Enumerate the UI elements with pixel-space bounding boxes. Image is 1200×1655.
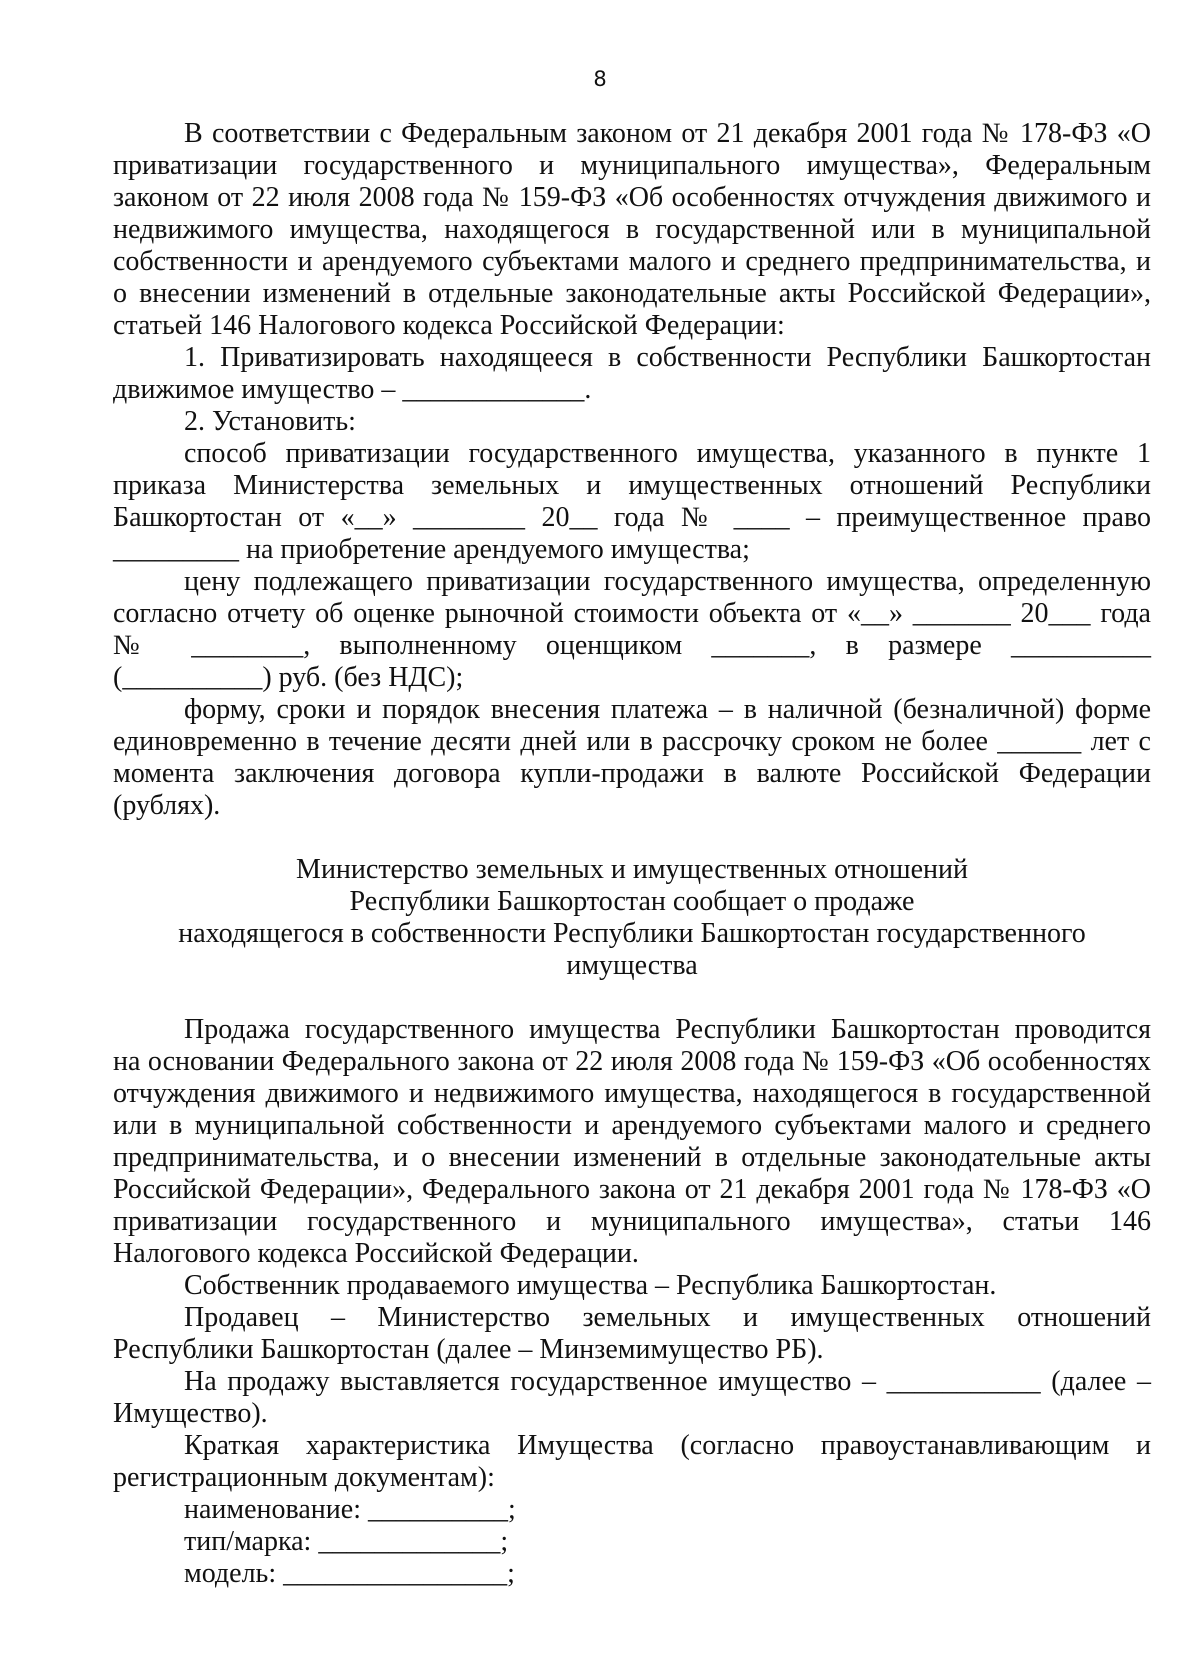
paragraph-privatization-method (113, 438, 1151, 566)
field-type-brand: тип/марка: _____________; (184, 1526, 509, 1557)
line: недвижимого имущества, находящегося в государственной или в муниципальной (113, 214, 1151, 245)
line: способ приватизации государственного имущества, указанного в пункте 1 (184, 438, 1151, 469)
paragraph-item-1 (113, 342, 1151, 406)
paragraph-characteristics (113, 1430, 1151, 1494)
paragraph-price (113, 566, 1151, 694)
paragraph-legal-basis (113, 118, 1151, 342)
line: или в муниципальной собственности и арендуемого субъектами малого и среднего (113, 1110, 1151, 1141)
characteristics-fields (113, 1494, 1151, 1590)
line: Башкортостан от «__» ________ 20__ года № ____ – преимущественное право (113, 502, 1151, 533)
line: форму, сроки и порядок внесения платежа – в наличной (безналичной) форме (184, 694, 1151, 725)
line: законом от 22 июля 2008 года № 159-ФЗ «Об особенностях отчуждения движимого и (113, 182, 1151, 213)
page-number: 8 (593, 67, 607, 91)
announcement-title (113, 854, 1151, 982)
line: приказа Министерства земельных и имущественных отношений Республики (113, 470, 1151, 501)
paragraph-for-sale (113, 1366, 1151, 1430)
line: согласно отчету об оценке рыночной стоимости объекта от «__» _______ 20___ года (113, 598, 1151, 629)
field-name: наименование: __________; (184, 1494, 516, 1525)
line: собственности и арендуемого субъектами малого и среднего предпринимательства, и (113, 246, 1151, 277)
field-model: модель: ________________; (184, 1558, 515, 1589)
line: на основании Федерального закона от 22 июля 2008 года № 159-ФЗ «Об особенностях (113, 1046, 1151, 1077)
line: Республики Башкортостан (далее – Минземимущество РБ). (113, 1334, 824, 1365)
title-line: Республики Башкортостан сообщает о продаже (349, 886, 915, 917)
document-body (113, 118, 1151, 1590)
line: о внесении изменений в отдельные законодательные акты Российской Федерации», (113, 278, 1151, 309)
title-line: находящегося в собственности Республики Башкортостан государственного (178, 918, 1086, 949)
line: _________ на приобретение арендуемого имущества; (113, 534, 750, 565)
line: отчуждения движимого и недвижимого имущества, находящегося в государственной (113, 1078, 1151, 1109)
line: В соответствии с Федеральным законом от 21 декабря 2001 года № 178-ФЗ «О (184, 118, 1151, 149)
line: предпринимательства, и о внесении изменений в отдельные законодательные акты (113, 1142, 1151, 1173)
line: движимое имущество – _____________. (113, 374, 592, 405)
line: (рублях). (113, 790, 221, 821)
line: статьей 146 Налогового кодекса Российской Федерации: (113, 310, 785, 341)
line: момента заключения договора купли-продажи в валюте Российской Федерации (113, 758, 1151, 789)
line: Собственник продаваемого имущества – Республика Башкортостан. (184, 1270, 997, 1301)
line: Имущество). (113, 1398, 268, 1429)
line: На продажу выставляется государственное имущество – ___________ (далее – (184, 1366, 1151, 1397)
paragraph-owner (113, 1270, 1151, 1302)
line: Краткая характеристика Имущества (согласно правоустанавливающим и (184, 1430, 1151, 1461)
line: приватизации государственного и муниципального имущества», Федеральным (113, 150, 1151, 181)
paragraph-payment (113, 694, 1151, 822)
line: (__________) руб. (без НДС); (113, 662, 464, 693)
line: № ________, выполненному оценщиком _______, в размере __________ (113, 630, 1151, 661)
line: приватизации государственного и муниципального имущества», статьи 146 (113, 1206, 1151, 1237)
paragraph-item-2 (113, 406, 1151, 438)
paragraph-sale-basis (113, 1014, 1151, 1270)
line: Продавец – Министерство земельных и имущественных отношений (184, 1302, 1151, 1333)
line: 2. Установить: (184, 406, 356, 437)
title-line: Министерство земельных и имущественных отношений (296, 854, 968, 885)
paragraph-seller (113, 1302, 1151, 1366)
line: регистрационным документам): (113, 1462, 495, 1493)
line: Налогового кодекса Российской Федерации. (113, 1238, 639, 1269)
line: Российской Федерации», Федерального закона от 21 декабря 2001 года № 178-ФЗ «О (113, 1174, 1151, 1205)
line: 1. Приватизировать находящееся в собственности Республики Башкортостан (184, 342, 1151, 373)
line: Продажа государственного имущества Республики Башкортостан проводится (184, 1014, 1151, 1045)
line: единовременно в течение десяти дней или в рассрочку сроком не более ______ лет с (113, 726, 1151, 757)
line: цену подлежащего приватизации государственного имущества, определенную (184, 566, 1151, 597)
title-line: имущества (566, 950, 698, 981)
